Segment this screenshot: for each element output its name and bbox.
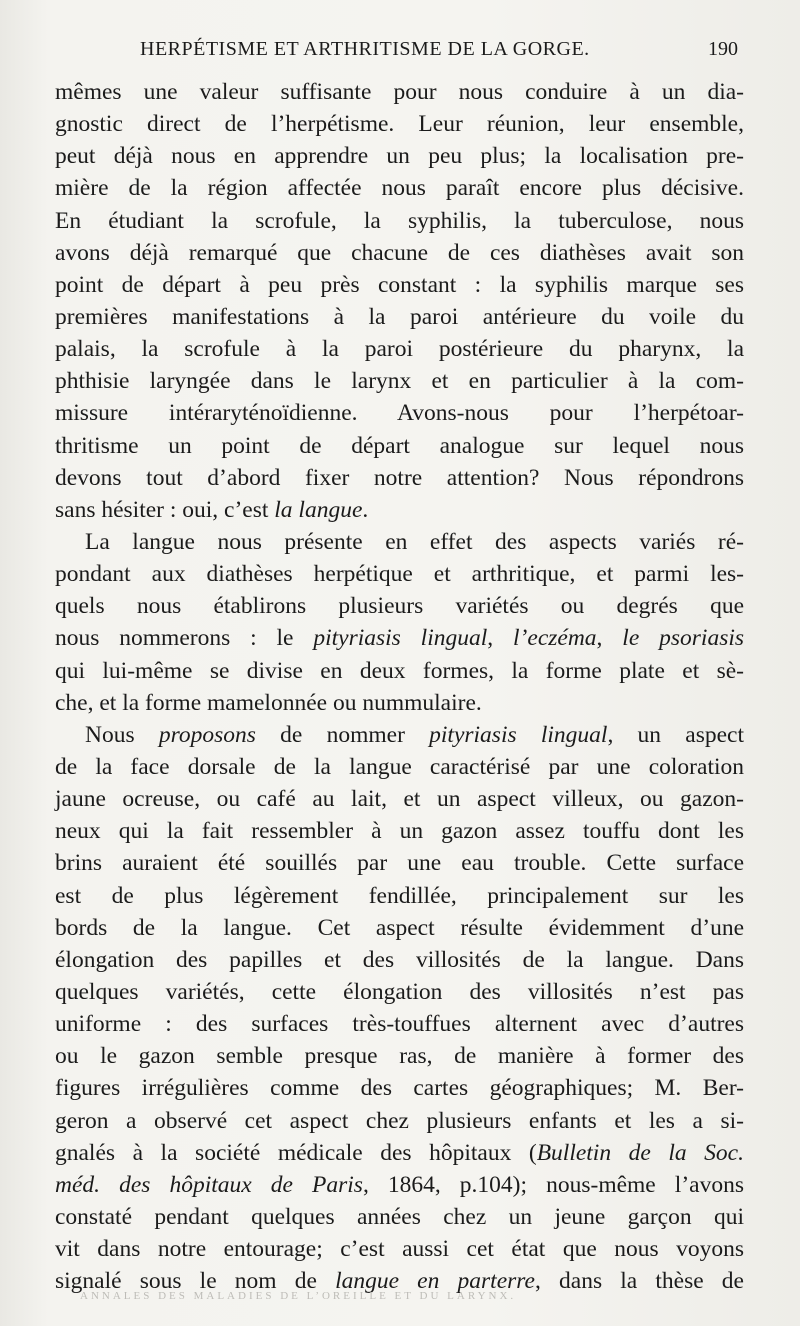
text-line: [55, 1008, 744, 1040]
italic-run: proposons: [158, 721, 256, 748]
italic-run: pityriasis lingual: [313, 625, 488, 652]
text-line: [55, 1105, 744, 1137]
text-run: Nous: [85, 721, 159, 748]
text-run: jaune ocreuse, ou café au lait, et un aspect villeux, ou gazon-: [55, 786, 744, 813]
text-run: sans hésiter : oui, c’est: [55, 496, 275, 523]
italic-run: Bulletin de la Soc.: [536, 1139, 744, 1166]
text-run: , dans la thèse de: [534, 1268, 744, 1295]
text-line: [55, 1040, 744, 1072]
text-run: , 1864, p.104); nous-même l’avons: [362, 1171, 744, 1198]
text-run: devons tout d’abord fixer notre attention? Nous répondrons: [55, 464, 744, 491]
text-run: neux qui la fait ressembler à un gazon assez touffu dont les: [55, 818, 744, 845]
text-line: [55, 172, 744, 204]
text-run: de nommer: [255, 721, 430, 748]
text-run: ,: [487, 625, 514, 652]
text-line: [55, 462, 744, 494]
text-run: figures irrégulières comme des cartes géographiques; M. Ber-: [55, 1075, 744, 1102]
page-header: [0, 38, 800, 68]
text-line: [55, 751, 744, 783]
text-line: [55, 655, 744, 687]
text-line: [55, 301, 744, 333]
text-run: pondant aux diathèses herpétique et arthritique, et parmi les-: [55, 561, 744, 588]
body-text: [55, 76, 744, 1297]
text-run: En étudiant la scrofule, la syphilis, la tuberculose, nous: [55, 207, 744, 234]
text-run: élongation des papilles et des villosités de la langue. Dans: [55, 946, 744, 973]
text-run: missure intéraryténoïdienne. Avons-nous pour l’herpétoar-: [55, 400, 744, 427]
text-run: signalé sous le nom de: [55, 1268, 336, 1295]
text-run: uniforme : des surfaces très-touffues alternent avec d’autres: [55, 1011, 744, 1038]
text-run: phthisie laryngée dans le larynx et en particulier à la com-: [55, 368, 744, 395]
text-line: [55, 1201, 744, 1233]
text-run: thritisme un point de départ analogue sur lequel nous: [55, 432, 744, 459]
page-number: 190: [708, 38, 738, 60]
text-run: de la face dorsale de la langue caractérisé par une coloration: [55, 753, 744, 780]
text-run: che, et la forme mamelonnée ou nummulaire.: [55, 689, 482, 716]
text-line: [55, 847, 744, 879]
text-run: palais, la scrofule à la paroi postérieure du pharynx, la: [55, 336, 744, 363]
text-run: .: [362, 496, 369, 523]
text-line: [55, 719, 744, 751]
text-run: mêmes une valeur suffisante pour nous conduire à un dia-: [55, 79, 744, 105]
text-line: [55, 622, 744, 654]
text-line: [55, 237, 744, 269]
text-run: peut déjà nous en apprendre un peu plus; la localisation pre-: [55, 143, 744, 170]
text-run: avons déjà remarqué que chacune de ces diathèses avait son: [55, 239, 744, 266]
text-line: [55, 430, 744, 462]
text-line: [55, 1169, 744, 1201]
text-line: [55, 1137, 744, 1169]
text-run: premières manifestations à la paroi antérieure du voile du: [55, 303, 744, 330]
text-run: vit dans notre entourage; c’est aussi cet état que nous voyons: [55, 1236, 744, 1263]
text-line: [55, 397, 744, 429]
italic-run: langue en parterre: [335, 1268, 535, 1295]
text-run: point de départ à peu près constant : la syphilis marque ses: [55, 271, 744, 298]
text-line: [55, 140, 744, 172]
text-run: est de plus légèrement fendillée, principalement sur les: [55, 882, 744, 909]
text-line: [55, 944, 744, 976]
text-line: [55, 526, 744, 558]
text-line: [55, 333, 744, 365]
text-line: [55, 558, 744, 590]
italic-run: le psoriasis: [622, 625, 745, 652]
text-run: brins auraient été souillés par une eau trouble. Cette surface: [55, 850, 744, 877]
text-run: , un aspect: [607, 721, 745, 748]
text-run: ,: [596, 625, 623, 652]
text-line: [55, 815, 744, 847]
italic-run: pityriasis lingual: [429, 721, 608, 748]
text-run: nous nommerons : le: [55, 625, 314, 652]
text-line: [55, 590, 744, 622]
text-line: [55, 108, 744, 140]
text-line: [55, 205, 744, 237]
text-run: gnalés à la société médicale des hôpitaux (: [55, 1139, 537, 1166]
text-line: [55, 1233, 744, 1265]
text-line: [55, 912, 744, 944]
bleed-through-footer: ANNALES DES MALADIES DE L’OREILLE ET DU LARYNX.: [80, 1290, 517, 1302]
text-run: gnostic direct de l’herpétisme. Leur réunion, leur ensemble,: [55, 111, 744, 138]
running-title: HERPÉTISME ET ARTHRITISME DE LA GORGE.: [140, 38, 590, 60]
text-run: qui lui-même se divise en deux formes, la forme plate et sè-: [55, 657, 744, 684]
text-line: [55, 76, 744, 108]
text-line: [55, 365, 744, 397]
text-line: [55, 269, 744, 301]
italic-run: la langue: [274, 496, 363, 523]
text-line: [55, 1072, 744, 1104]
text-line: [55, 494, 744, 526]
text-line: [55, 880, 744, 912]
italic-run: l’eczéma: [513, 625, 597, 652]
text-run: constaté pendant quelques années chez un jeune garçon qui: [55, 1203, 744, 1230]
text-run: geron a observé cet aspect chez plusieurs enfants et les a si-: [55, 1107, 744, 1134]
text-run: La langue nous présente en effet des aspects variés ré-: [85, 528, 744, 555]
text-line: [55, 687, 744, 719]
italic-run: méd. des hôpitaux de Paris: [55, 1171, 363, 1198]
text-line: [55, 783, 744, 815]
text-run: bords de la langue. Cet aspect résulte évidemment d’une: [55, 914, 744, 941]
text-run: ou le gazon semble presque ras, de manière à former des: [55, 1043, 744, 1070]
text-line: [55, 976, 744, 1008]
text-run: mière de la région affectée nous paraît encore plus décisive.: [55, 175, 744, 202]
text-run: quelques variétés, cette élongation des villosités n’est pas: [55, 978, 744, 1005]
text-run: quels nous établirons plusieurs variétés ou degrés que: [55, 593, 744, 620]
